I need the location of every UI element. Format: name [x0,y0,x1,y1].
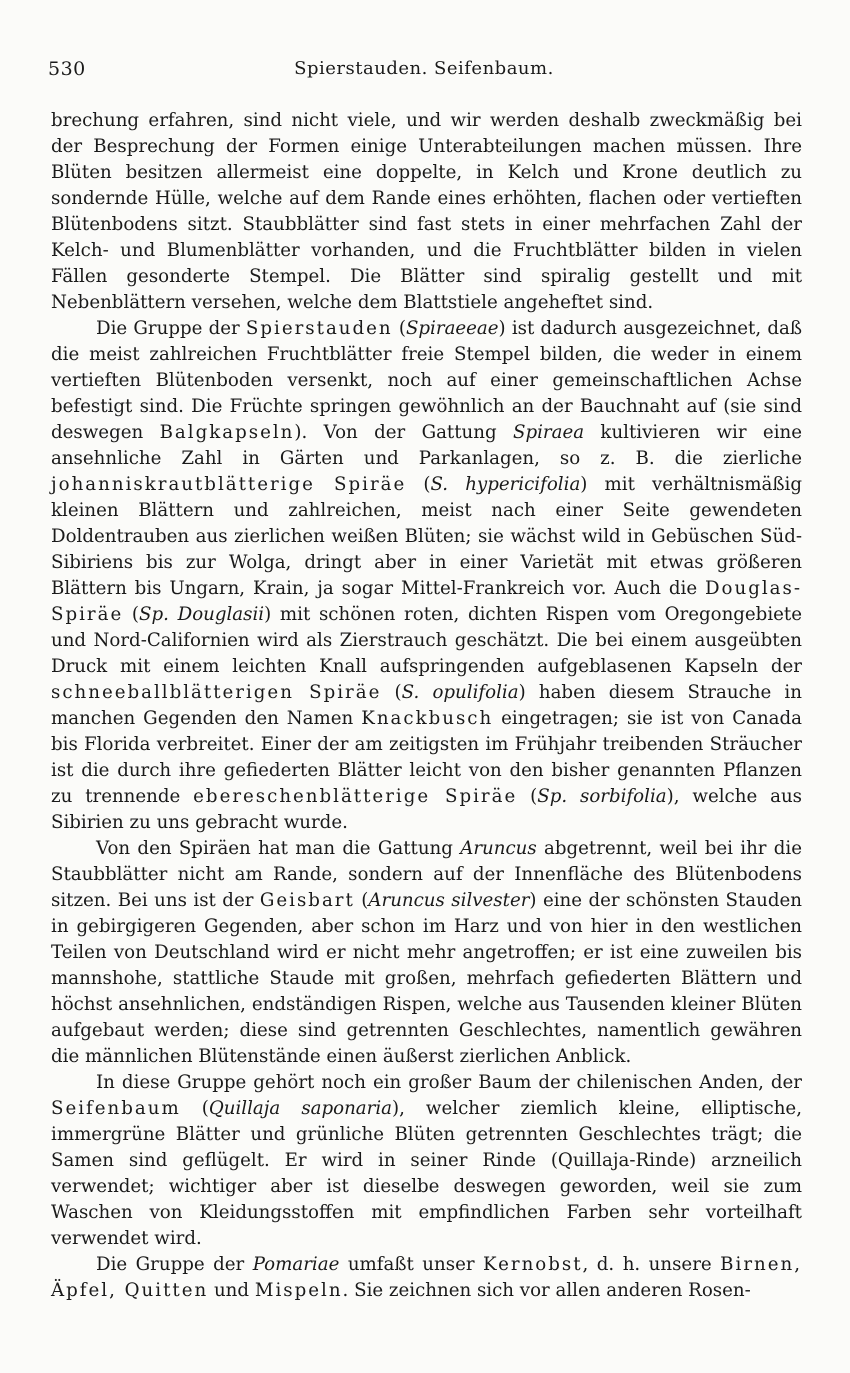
spaced-term: johanniskrautblätterige Spiräe [51,474,407,495]
spaced-term: ebereschenblätterige Spiräe [193,786,518,807]
text-run: ) mit schönen roten, dichten Rispen vom Oregongebiete und Nord-Californien wird als Zierstrauch geschätzt. Die bei einem ausgeübten Druck mit einem leichten Knall aufspringenden aufgeblasenen Kapseln der [51,604,802,677]
italic-term: Spiraea [512,422,585,443]
text-run: ( [517,786,538,807]
text-run: und [208,1280,255,1301]
text-run: Die Gruppe der [96,318,246,339]
text-run: ), welche aus Sibirien zu uns gebracht wurde. [51,786,803,833]
text-run: abgetrennt, weil bei ihr die Staubblätter nicht am Rande, sondern auf der Innenfläche des Blütenbodens sitzen. Bei uns ist der [51,838,802,911]
text-run: eingetragen; sie ist von Canada bis Florida verbreitet. Einer der am zeitigsten im Frühjahr treibenden Sträucher ist die durch ihre gefiederten Blätter leicht von den bisher genannten Pflanzen zu trennende [51,708,802,807]
paragraph-5 [51,1252,802,1304]
text-run: ) haben diesem Strauche in manchen Gegenden den Namen [51,682,802,729]
spaced-term: Birnen, Äpfel, Quitten [51,1254,802,1301]
italic-term: S. hypericifolia [430,474,581,495]
text-run: umfaßt unser [339,1254,484,1275]
paragraph-2 [51,316,802,836]
italic-term: Sp. Douglasii [139,604,265,625]
text-run: ). Von der Gattung [294,422,513,443]
italic-term: Aruncus [460,838,537,859]
paragraph-1 [51,108,802,316]
text-run: ) ist dadurch ausgezeichnet, daß die meist zahlreichen Fruchtblätter freie Stempel bilden, die weder in einem vertieften Blütenboden versenkt, noch auf einer gemeinschaftlichen Achse befestigt sind. Die Früchte springen gewöhnlich an der Bauchnaht auf (sie sind deswegen [51,318,802,443]
text-run: Die Gruppe der [96,1254,253,1275]
italic-term: Sp. sorbifolia [537,786,667,807]
paragraph-4 [51,1070,802,1252]
text-run: ), welcher ziemlich kleine, elliptische, immergrüne Blätter und grünliche Blüten getrennten Geschlechtes trägt; die Samen sind geflügelt. Er wird in seiner Rinde (Quillaja-Rinde) arzneilich verwendet; wichtiger aber ist dieselbe deswegen geworden, weil sie zum Waschen von Kleidungsstoffen mit empfindlichen Farben sehr vorteilhaft verwendet wird. [51,1098,802,1249]
text-run: , d. h. unsere [582,1254,721,1275]
spaced-term: Mispeln [254,1280,343,1301]
italic-term: Spiraeeae [405,318,499,339]
italic-term: Aruncus silvester [368,890,530,911]
text-run: ( [180,1098,209,1119]
spaced-term: schneeballblätterigen Spiräe [51,682,382,703]
italic-term: Quillaja saponaria [208,1098,392,1119]
spaced-term: Geisbart [259,890,355,911]
running-title: Spierstauden. Seifenbaum. [294,58,554,79]
spaced-term: Spierstauden [245,318,393,339]
text-run: ( [123,604,140,625]
text-run: . Sie zeichnen sich vor allen anderen Rosen- [342,1280,751,1301]
italic-term: S. opulifolia [401,682,519,703]
text-run: kultivieren wir eine ansehnliche Zahl in Gärten und Parkanlagen, so z. B. die zierliche [51,422,802,469]
spaced-term: Balgkapseln [159,422,295,443]
spaced-term: Knackbusch [361,708,494,729]
italic-term: Pomariae [252,1254,340,1275]
paragraph-3 [51,836,802,1070]
spaced-term: Kernobst [483,1254,583,1275]
text-run: Von den Spiräen hat man die Gattung [96,838,461,859]
text-run: ( [381,682,402,703]
text-run: ) eine der schönsten Stauden in gebirgigeren Gegenden, aber schon im Harz und von hier in den westlichen Teilen von Deutschland wird er nicht mehr angetroffen; er ist eine zuweilen bis mannshohe, stattliche Staude mit großen, mehrfach gefiederten Blättern und höchst ansehnlichen, endständigen Rispen, welche aus Tausenden kleiner Blüten aufgebaut werden; diese sind getrennten Geschlechtes, namentlich gewähren die männlichen Blütenstände einen äußerst zierlichen Anblick. [51,890,802,1067]
page-header [48,58,800,88]
text-run: ( [406,474,431,495]
spaced-term: Seifenbaum [51,1098,181,1119]
text-run: ( [392,318,406,339]
body-text [51,108,802,1304]
page-number: 530 [48,58,86,80]
text-run: ) mit verhältnismäßig kleinen Blättern und zahlreichen, meist nach einer Seite gewendeten Doldentrauben aus zierlichen weißen Blüten; sie wächst wild in Gebüschen Süd-Sibiriens bis zur Wolga, dringt aber in einer Varietät mit etwas größeren Blättern bis Ungarn, Krain, ja sogar Mittel-Frankreich vor. Auch die [51,474,802,599]
text-run: In diese Gruppe gehört noch ein großer Baum der chilenischen Anden, der [96,1072,802,1093]
text-run: brechung erfahren, sind nicht viele, und wir werden deshalb zweckmäßig bei der Besprechung der Formen einige Unterabteilungen machen müssen. Ihre Blüten besitzen allermeist eine doppelte, in Kelch und Krone deutlich zu sondernde Hülle, welche auf dem Rande eines erhöhten, flachen oder vertieften Blütenbodens sitzt. Staubblätter sind fast stets in einer mehrfachen Zahl der Kelch- und Blumenblätter vorhanden, und die Fruchtblätter bilden in vielen Fällen gesonderte Stempel. Die Blätter sind spiralig gestellt und mit Nebenblättern versehen, welche dem Blattstiele angeheftet sind. [51,110,802,313]
spaced-term: Douglas-Spiräe [51,578,802,625]
text-run: ( [354,890,369,911]
